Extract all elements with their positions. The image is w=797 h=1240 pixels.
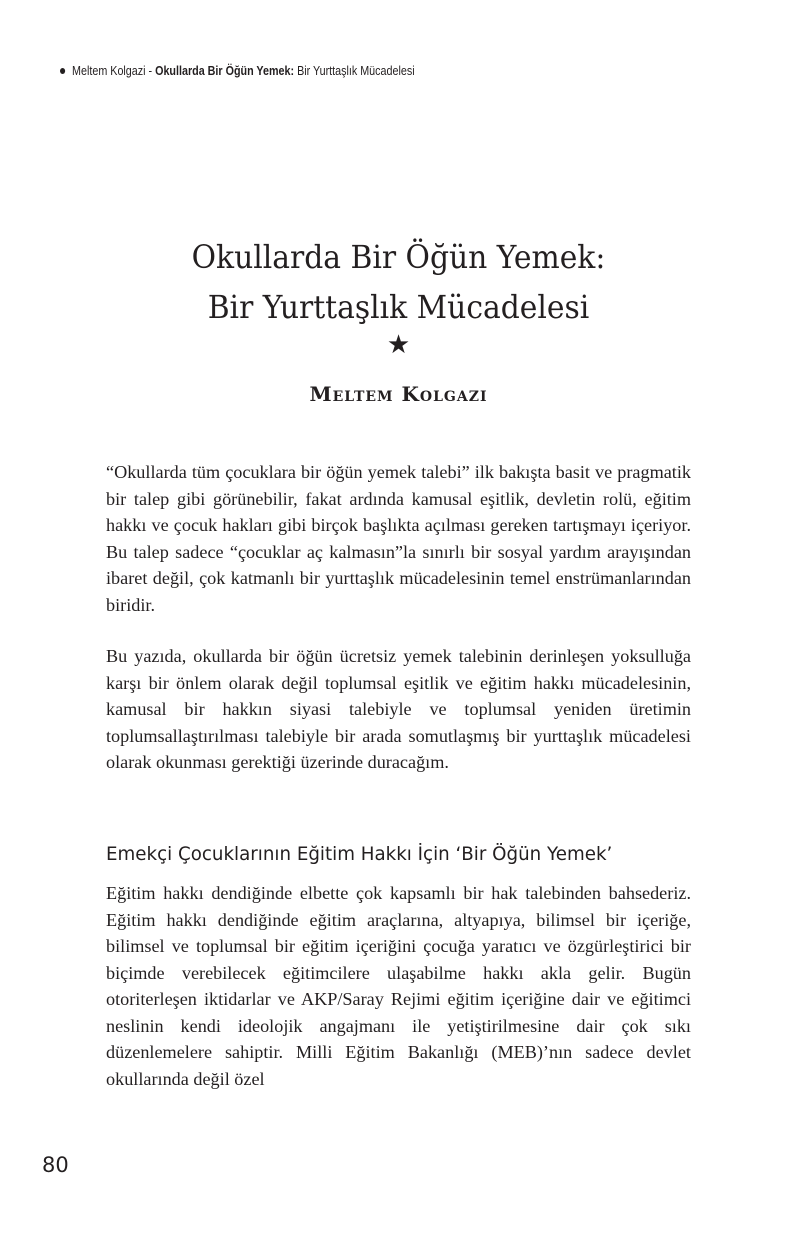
running-header-author: Meltem Kolgazi - — [72, 64, 156, 78]
article-title-line-2: Bir Yurttaşlık Mücadelesi — [207, 288, 590, 326]
section-heading: Emekçi Çocuklarının Eğitim Hakkı İçin ‘Bir Öğün Yemek’ — [106, 843, 613, 865]
bullet-icon — [60, 68, 65, 74]
page-number: 80 — [42, 1153, 69, 1177]
paragraph-text: Bu yazıda, okullarda bir öğün ücretsiz yemek talebinin derinleşen yoksulluğa karşı bir önlem olarak değil toplumsal eşitlik ve eğitim hakkı mücadelesinin, kamusal bir hakkın siyasi talebiyle ve toplumsal yeniden üretimin toplumsallaştırılması talebiyle bir arada somutlaşmış bir yurttaşlık mücadelesi olarak okunması gerektiği üzerinde duracağım. — [106, 646, 691, 772]
star-icon: ★ — [386, 330, 411, 360]
article-title — [28, 232, 769, 332]
paragraph-text: “Okullarda tüm çocuklara bir öğün yemek talebi” ilk bakışta basit ve pragmatik bir talep gibi görünebilir, fakat ardında kamusal eşitlik, devletin rolü, eğitim hakkı ve çocuk hakları gibi birçok başlıkta açılması gereken tartışmayı içeriyor. Bu talep sadece “çocuklar aç kalmasın”la sınırlı bir sosyal yardım arayışından ibaret değil, çok katmanlı bir yurttaşlık mücadelesinin temel enstrümanlarından biridir. — [106, 462, 691, 615]
paragraph-3 — [106, 880, 691, 1092]
article-author: Meltem Kolgazi — [309, 382, 488, 406]
running-header-title: Okullarda Bir Öğün Yemek: — [155, 64, 295, 78]
paragraph-1 — [106, 459, 691, 618]
article-title-line-1: Okullarda Bir Öğün Yemek: — [191, 238, 606, 276]
paragraph-text: Eğitim hakkı dendiğinde elbette çok kapsamlı bir hak talebinden bahsederiz. Eğitim hakkı dendiğinde eğitim araçlarına, altyapıya, bilimsel bir içeriğe, bilimsel ve toplumsal bir eğitim içeriğini çocuğa yaratıcı ve özgürleştirici bir biçimde verebilecek eğitimcilere ulaşabilme hakkı akla gelir. Bugün otoriterleşen iktidarlar ve AKP/Saray Rejimi eğitim içeriğine dair ve eğitimci neslinin kendi ideolojik angajmanı ile yetiştirilmesine dair çok sıkı düzenlemelere sahiptir. Milli Eğitim Bakanlığı (MEB)’nın sadece devlet okullarında değil özel — [106, 883, 691, 1089]
running-header-subtitle: Bir Yurttaşlık Mücadelesi — [294, 64, 415, 78]
running-header — [60, 64, 415, 78]
paragraph-2 — [106, 643, 691, 776]
